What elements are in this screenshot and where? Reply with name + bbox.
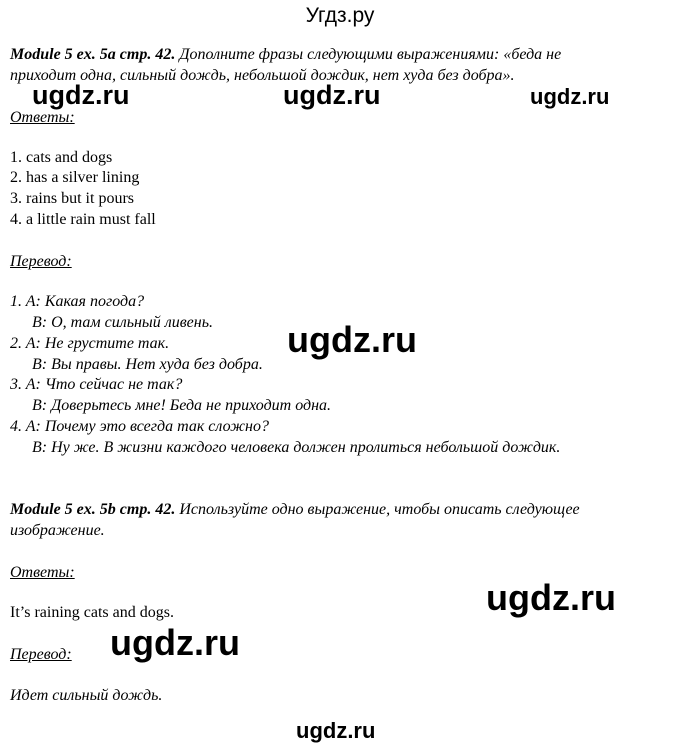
translation-line: 1. A: Какая погода? [10,293,145,310]
watermark: ugdz.ru [110,622,240,663]
translation-line: 3. A: Что сейчас не так? [10,376,183,393]
ex5a-answers-label: Ответы: [10,109,75,126]
ex5b-heading-text: Используйте одно выражение, чтобы описать следующее [175,501,580,518]
translation-line: B: Ну же. В жизни каждого человека должен пролиться небольшой дождик. [32,439,561,456]
translation-line: Идет сильный дождь. [10,687,163,704]
site-title: Угдз.ру [305,4,375,27]
translation-line: B: О, там сильный ливень. [32,314,213,331]
watermark: ugdz.ru [296,718,376,743]
ex5b-heading-label: Module 5 ex. 5b стр. 42. [10,501,176,518]
ex5a-heading-continued: приходит одна, сильный дождь, небольшой дождик, нет худа без добра». [10,67,515,84]
translation-line: 2. A: Не грустите так. [10,335,170,352]
answer-item: It’s raining cats and dogs. [10,604,174,621]
answer-item: 4. a little rain must fall [10,211,156,228]
translation-line: B: Доверьтесь мне! Беда не приходит одна. [32,397,332,414]
watermark: ugdz.ru [283,80,381,110]
ex5a-heading [10,45,561,65]
translation-line: B: Вы правы. Нет худа без добра. [32,356,263,373]
ex5b-translation-label: Перевод: [10,646,72,663]
answer-item: 1. cats and dogs [10,149,113,166]
watermark: ugdz.ru [32,80,130,110]
translation-line: 4. A: Почему это всегда так сложно? [10,418,269,435]
ex5b-heading-continued: изображение. [10,522,105,539]
watermark: ugdz.ru [486,577,616,618]
ex5a-heading-text: Дополните фразы следующими выражениями: «беда не [175,46,562,63]
watermark: ugdz.ru [287,319,417,360]
answer-item: 2. has a silver lining [10,169,140,186]
ex5b-heading [10,500,580,520]
ex5b-answers-label: Ответы: [10,564,75,581]
ex5a-heading-label: Module 5 ex. 5a стр. 42. [10,46,176,63]
watermark: ugdz.ru [530,84,610,109]
answer-item: 3. rains but it pours [10,190,134,207]
ex5a-translation-label: Перевод: [10,253,72,270]
